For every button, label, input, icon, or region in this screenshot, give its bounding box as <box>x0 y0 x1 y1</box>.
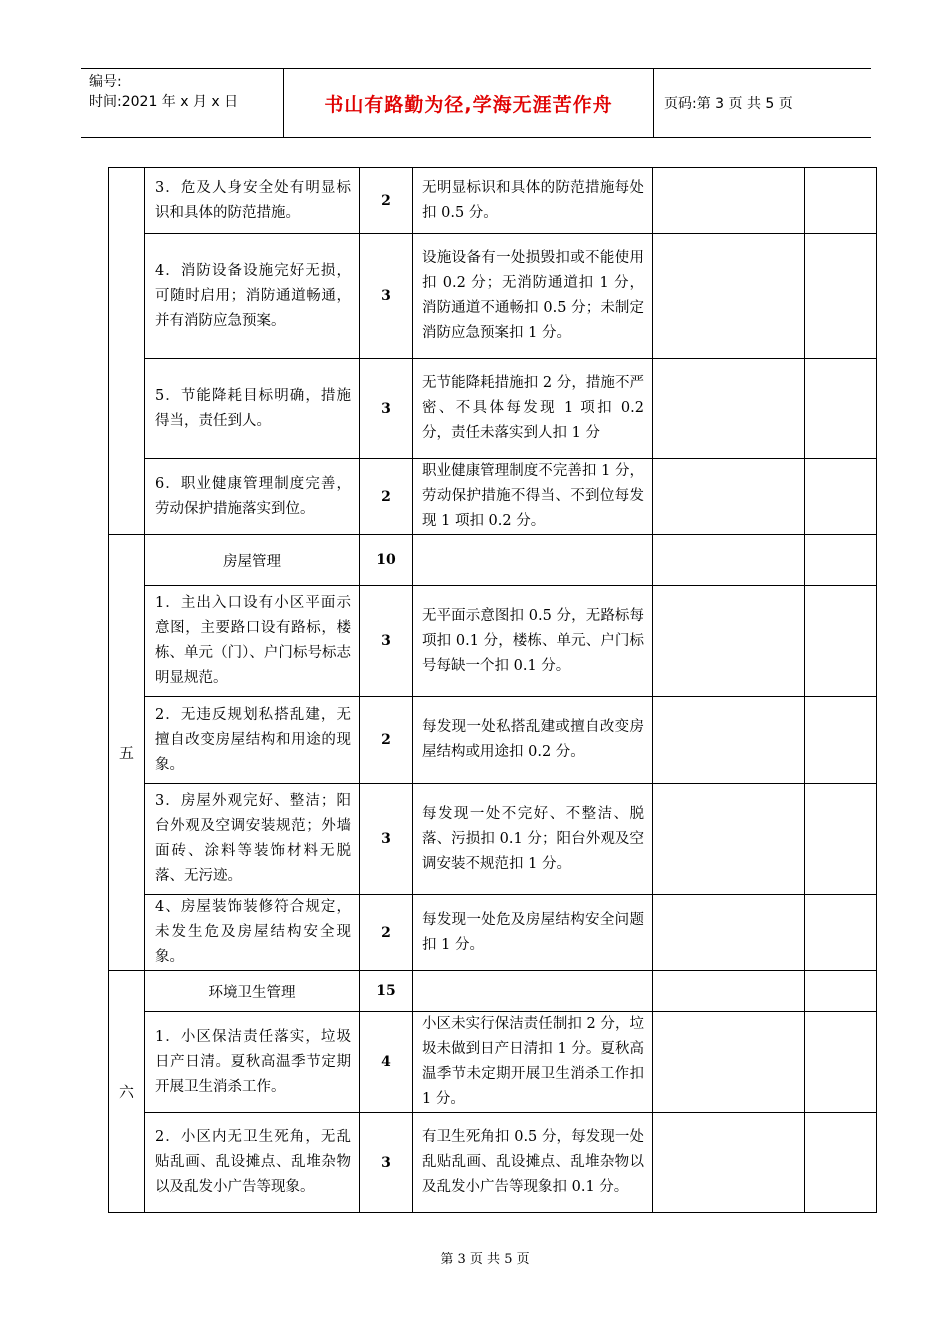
category-cell: 环境卫生管理 <box>145 971 360 1012</box>
item-cell: 3．危及人身安全处有明显标识和具体的防范措施。 <box>145 168 360 234</box>
blank-cell <box>653 234 805 359</box>
blank-cell <box>805 971 877 1012</box>
item-cell: 3．房屋外观完好、整洁；阳台外观及空调安装规范；外墙面砖、涂料等装饰材料无脱落、无污迹。 <box>145 784 360 895</box>
item-cell: 4．消防设备设施完好无损，可随时启用；消防通道畅通，并有消防应急预案。 <box>145 234 360 359</box>
table-row <box>109 535 877 586</box>
blank-cell <box>805 784 877 895</box>
blank-cell <box>653 895 805 971</box>
blank-cell <box>805 359 877 459</box>
table-row <box>109 895 877 971</box>
blank-cell <box>805 168 877 234</box>
rule-cell: 无明显标识和具体的防范措施每处扣 0.5 分。 <box>413 168 653 234</box>
table-row <box>109 784 877 895</box>
blank-cell <box>653 359 805 459</box>
blank-cell <box>805 535 877 586</box>
rule-cell: 职业健康管理制度不完善扣 1 分，劳动保护措施不得当、不到位每发现 1 项扣 0.2 分。 <box>413 459 653 535</box>
blank-cell <box>413 971 653 1012</box>
score-cell: 3 <box>360 784 413 895</box>
blank-cell <box>413 535 653 586</box>
blank-cell <box>805 1113 877 1213</box>
blank-cell <box>653 971 805 1012</box>
rule-cell: 无平面示意图扣 0.5 分，无路标每项扣 0.1 分，楼栋、单元、户门标号每缺一个扣 0.1 分。 <box>413 586 653 697</box>
item-cell: 6．职业健康管理制度完善，劳动保护措施落实到位。 <box>145 459 360 535</box>
blank-cell <box>805 895 877 971</box>
header-motto: 书山有路勤为径,学海无涯苦作舟 <box>284 69 654 137</box>
item-cell: 1．主出入口设有小区平面示意图，主要路口设有路标，楼栋、单元（门）、户门标号标志明显规范。 <box>145 586 360 697</box>
score-cell: 3 <box>360 359 413 459</box>
blank-cell <box>653 784 805 895</box>
header-page-label: 页码:第 3 页 共 5 页 <box>664 96 793 112</box>
score-cell: 4 <box>360 1012 413 1113</box>
serial-label: 编号: <box>89 74 122 90</box>
table-row <box>109 1012 877 1113</box>
blank-cell <box>805 459 877 535</box>
blank-cell <box>653 459 805 535</box>
date-label: 时间:2021 年 x 月 x 日 <box>89 94 239 110</box>
rule-cell: 有卫生死角扣 0.5 分，每发现一处乱贴乱画、乱设摊点、乱堆杂物以及乱发小广告等现象扣 0.1 分。 <box>413 1113 653 1213</box>
rule-cell: 小区未实行保洁责任制扣 2 分，垃圾未做到日产日清扣 1 分。夏秋高温季节未定期开展卫生消杀工作扣 1 分。 <box>413 1012 653 1113</box>
blank-cell <box>805 586 877 697</box>
blank-cell <box>653 1113 805 1213</box>
score-cell: 10 <box>360 535 413 586</box>
score-cell: 2 <box>360 459 413 535</box>
table-row <box>109 586 877 697</box>
header-meta <box>81 69 284 137</box>
blank-cell <box>805 697 877 784</box>
table-row <box>109 1113 877 1213</box>
rule-cell: 设施设备有一处损毁扣或不能使用扣 0.2 分；无消防通道扣 1 分，消防通道不通畅扣 0.5 分；未制定消防应急预案扣 1 分。 <box>413 234 653 359</box>
score-cell: 2 <box>360 895 413 971</box>
table-row <box>109 168 877 234</box>
blank-cell <box>805 1012 877 1113</box>
item-cell: 1．小区保洁责任落实，垃圾日产日清。夏秋高温季节定期开展卫生消杀工作。 <box>145 1012 360 1113</box>
section-cell <box>109 168 145 535</box>
table-row <box>109 697 877 784</box>
scoring-table <box>108 167 877 1213</box>
blank-cell <box>805 234 877 359</box>
category-cell: 房屋管理 <box>145 535 360 586</box>
item-cell: 5．节能降耗目标明确，措施得当，责任到人。 <box>145 359 360 459</box>
item-cell: 2．小区内无卫生死角，无乱贴乱画、乱设摊点、乱堆杂物以及乱发小广告等现象。 <box>145 1113 360 1213</box>
blank-cell <box>653 1012 805 1113</box>
table-row <box>109 359 877 459</box>
rule-cell: 每发现一处不完好、不整洁、脱落、污损扣 0.1 分；阳台外观及空调安装不规范扣 1 分。 <box>413 784 653 895</box>
table-row <box>109 971 877 1012</box>
score-cell: 3 <box>360 234 413 359</box>
table-row <box>109 234 877 359</box>
blank-cell <box>653 697 805 784</box>
blank-cell <box>653 168 805 234</box>
section-number: 五 <box>109 535 145 971</box>
score-cell: 3 <box>360 1113 413 1213</box>
rule-cell: 每发现一处私搭乱建或擅自改变房屋结构或用途扣 0.2 分。 <box>413 697 653 784</box>
page-footer: 第 3 页 共 5 页 <box>440 1252 530 1267</box>
rule-cell: 每发现一处危及房屋结构安全问题扣 1 分。 <box>413 895 653 971</box>
rule-cell: 无节能降耗措施扣 2 分，措施不严密、不具体每发现 1 项扣 0.2 分，责任未落实到人扣 1 分 <box>413 359 653 459</box>
score-cell: 3 <box>360 586 413 697</box>
page-header <box>81 68 871 138</box>
item-cell: 4、房屋装饰装修符合规定，未发生危及房屋结构安全现象。 <box>145 895 360 971</box>
score-cell: 15 <box>360 971 413 1012</box>
blank-cell <box>653 535 805 586</box>
section-number: 六 <box>109 971 145 1213</box>
item-cell: 2．无违反规划私搭乱建，无擅自改变房屋结构和用途的现象。 <box>145 697 360 784</box>
blank-cell <box>653 586 805 697</box>
score-cell: 2 <box>360 697 413 784</box>
score-cell: 2 <box>360 168 413 234</box>
table-row <box>109 459 877 535</box>
